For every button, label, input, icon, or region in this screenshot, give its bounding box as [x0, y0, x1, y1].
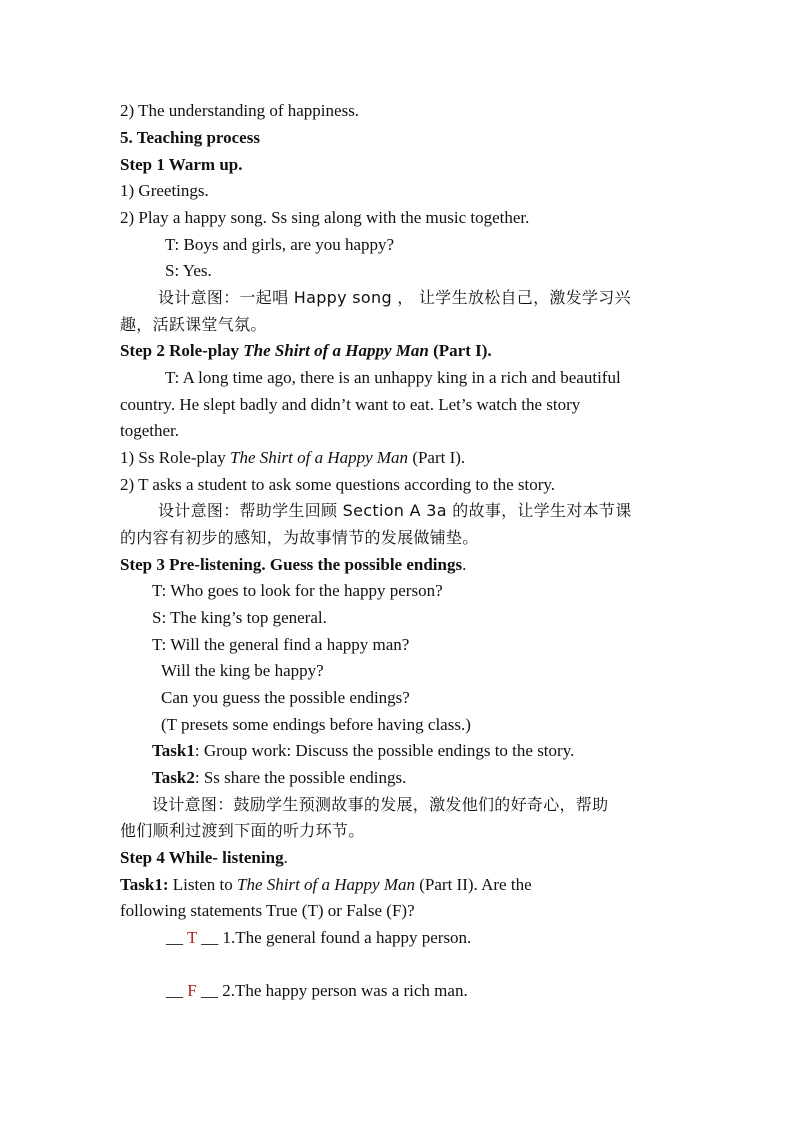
step2-paragraph-line3: together.	[120, 421, 180, 440]
step1-heading: Step 1 Warm up.	[120, 155, 243, 174]
step4-heading-text: Step 4 While- listening	[120, 848, 284, 867]
statement-2-blank-left: __	[166, 981, 188, 1000]
statement-2-answer: F	[187, 981, 197, 1000]
step2-paragraph-line2: country. He slept badly and didn’t want to eat. Let’s watch the story	[120, 395, 581, 414]
step3-task1-text: : Group work: Discuss the possible endings to the story.	[194, 741, 575, 760]
step3-heading-text: Step 3 Pre-listening. Guess the possible endings	[120, 555, 463, 574]
step4-heading	[120, 847, 288, 869]
step4-task1-line1	[120, 874, 532, 896]
step4-task1-tail: (Part II). Are the	[415, 875, 532, 894]
dialogue-teacher-2: T: Who goes to look for the happy person?	[152, 581, 443, 600]
step4-task1-title: The Shirt of a Happy Man	[236, 875, 416, 894]
step3-task2-text: : Ss share the possible endings.	[194, 768, 407, 787]
step4-task1-line2: following statements True (T) or False (F)?	[120, 901, 415, 920]
step3-task1	[152, 740, 574, 762]
dialogue-student-2: S: The king’s top general.	[152, 608, 327, 627]
dialogue-teacher-1: T: Boys and girls, are you happy?	[165, 235, 395, 254]
step4-task1-label: Task1:	[120, 875, 169, 894]
step2-item-2: 2) T asks a student to ask some questions according to the story.	[120, 475, 556, 494]
step3-task2	[152, 767, 406, 789]
teacher-note: (T presets some endings before having class.)	[161, 715, 471, 734]
design-intent-2-line2: 的内容有初步的感知，为故事情节的发展做铺垫。	[120, 528, 479, 547]
step2-heading-part: (Part I).	[428, 341, 492, 360]
statement-2-text: __ 2.The happy person was a rich man.	[196, 981, 468, 1000]
step2-item-1-lead: 1) Ss Role-play	[120, 448, 231, 467]
design-intent-2-line1: 设计意图：帮助学生回顾 Section A 3a 的故事，让学生对本节课	[158, 501, 632, 520]
step1-item-2: 2) Play a happy song. Ss sing along with the music together.	[120, 208, 530, 227]
step2-heading-label: Step 2 Role-play	[120, 341, 244, 360]
step3-heading-period: .	[462, 555, 467, 574]
statement-1-answer: T	[186, 928, 198, 947]
step2-item-1	[120, 447, 465, 469]
objective-line: 2) The understanding of happiness.	[120, 101, 360, 120]
step3-heading	[120, 554, 466, 576]
dialogue-teacher-3: T: Will the general find a happy man?	[152, 635, 410, 654]
statement-2	[166, 980, 468, 1002]
step2-heading	[120, 340, 492, 362]
statement-1-text: __ 1.The general found a happy person.	[197, 928, 472, 947]
statement-1-blank-left: __	[166, 928, 187, 947]
step2-item-1-title: The Shirt of a Happy Man	[230, 448, 409, 467]
dialogue-teacher-3c: Can you guess the possible endings?	[161, 688, 410, 707]
design-intent-3-line2: 他们顺利过渡到下面的听力环节。	[120, 821, 365, 840]
design-intent-1-line1: 设计意图：一起唱 Happy song ， 让学生放松自己，激发学习兴	[158, 288, 631, 307]
dialogue-teacher-3b: Will the king be happy?	[161, 661, 324, 680]
design-intent-3-line1: 设计意图：鼓励学生预测故事的发展，激发他们的好奇心，帮助	[152, 795, 609, 814]
step4-task1-lead: Listen to	[168, 875, 237, 894]
step2-heading-title: The Shirt of a Happy Man	[243, 341, 429, 360]
section-heading-teaching-process: 5. Teaching process	[120, 128, 260, 147]
step3-task2-label: Task2	[152, 768, 195, 787]
dialogue-student-1: S: Yes.	[165, 261, 212, 280]
step1-item-1: 1) Greetings.	[120, 181, 209, 200]
step2-item-1-part: (Part I).	[408, 448, 466, 467]
statement-1	[166, 927, 471, 949]
step2-paragraph-line1: T: A long time ago, there is an unhappy king in a rich and beautiful	[165, 368, 621, 387]
design-intent-1-line2: 趣，活跃课堂气氛。	[120, 315, 267, 334]
step4-heading-period: .	[283, 848, 288, 867]
step3-task1-label: Task1	[152, 741, 195, 760]
